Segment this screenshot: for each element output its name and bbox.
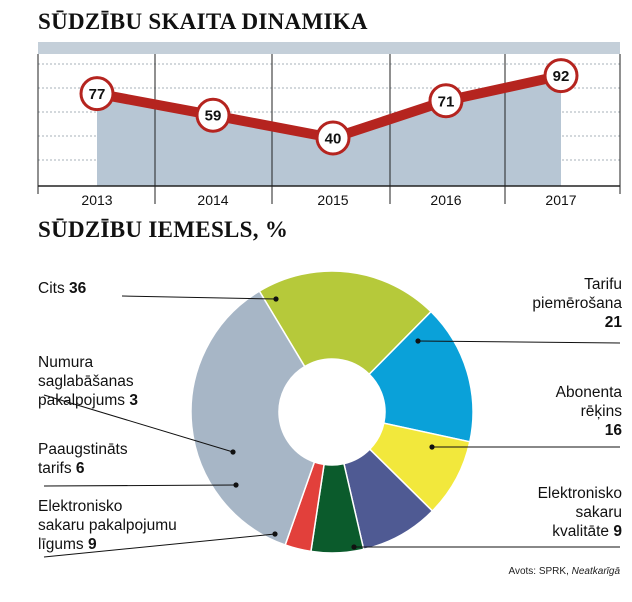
- label-tarifu: [532, 275, 622, 332]
- label-kvalitate-line2: sakaru: [575, 504, 622, 521]
- data-label-2014: 59: [204, 107, 222, 125]
- leader-dot-6: [351, 544, 356, 549]
- data-label-2017: 92: [552, 68, 570, 86]
- label-abonenta: [556, 383, 622, 440]
- x-tick-2016: 2016: [430, 192, 462, 208]
- label-kvalitate-value: 9: [613, 523, 622, 540]
- label-numura-value: 3: [129, 392, 138, 409]
- label-numura: [38, 353, 138, 410]
- source-note: [508, 566, 620, 577]
- x-tick-2013: 2013: [81, 192, 113, 208]
- source-prefix: Avots: SPRK,: [508, 566, 572, 577]
- leader-dot-2: [233, 482, 238, 487]
- label-cits-name: Cits: [38, 280, 65, 297]
- label-abonenta-line2: rēķins: [580, 403, 622, 420]
- label-ligums-line3: līgums: [38, 536, 84, 553]
- label-paaugstinats-line2: tarifs: [38, 460, 72, 477]
- leader-dot-1: [230, 449, 235, 454]
- label-numura-line1: Numura: [38, 354, 94, 371]
- label-numura-line3: pakalpojums: [38, 392, 126, 409]
- label-numura-line2: saglabāšanas: [38, 373, 134, 390]
- leader-dot-4: [415, 338, 420, 343]
- label-abonenta-line1: Abonenta: [555, 384, 622, 401]
- data-label-2016: 71: [437, 93, 455, 111]
- label-ligums-value: 9: [87, 536, 97, 553]
- label-paaugstinats-value: 6: [75, 460, 85, 477]
- data-label-2015: 40: [324, 130, 342, 148]
- label-kvalitate-line1: Elektronisko: [537, 485, 622, 502]
- line-chart-title: SŪDZĪBU SKAITA DINAMIKA: [38, 9, 368, 34]
- x-tick-2015: 2015: [317, 192, 349, 208]
- data-label-2013: 77: [88, 86, 106, 104]
- leader-dot-5: [429, 444, 434, 449]
- leader-dot-0: [273, 296, 278, 301]
- label-ligums-line2: sakaru pakalpojumu: [38, 517, 177, 534]
- label-paaugstinats-line1: Paaugstināts: [38, 441, 128, 458]
- leader-dot-3: [272, 531, 277, 536]
- label-tarifu-value: 21: [604, 314, 622, 331]
- label-ligums: [38, 497, 177, 554]
- label-abonenta-value: 16: [604, 422, 622, 439]
- leader-line-2: [44, 485, 236, 486]
- label-cits-value: 36: [69, 280, 87, 297]
- label-tarifu-line2: piemērošana: [532, 295, 622, 312]
- label-cits: [38, 279, 86, 298]
- source-name: Neatkarīgā: [571, 566, 620, 577]
- x-tick-2014: 2014: [197, 192, 229, 208]
- x-tick-2017: 2017: [545, 192, 577, 208]
- label-ligums-line1: Elektronisko: [38, 498, 123, 515]
- donut-chart-title: SŪDZĪBU IEMESLS, %: [38, 217, 289, 242]
- label-kvalitate-line3: kvalitāte: [552, 523, 610, 540]
- label-tarifu-line1: Tarifu: [584, 276, 622, 293]
- label-paaugstinats: [38, 440, 128, 478]
- header-band: [38, 42, 620, 54]
- label-kvalitate: [538, 484, 622, 541]
